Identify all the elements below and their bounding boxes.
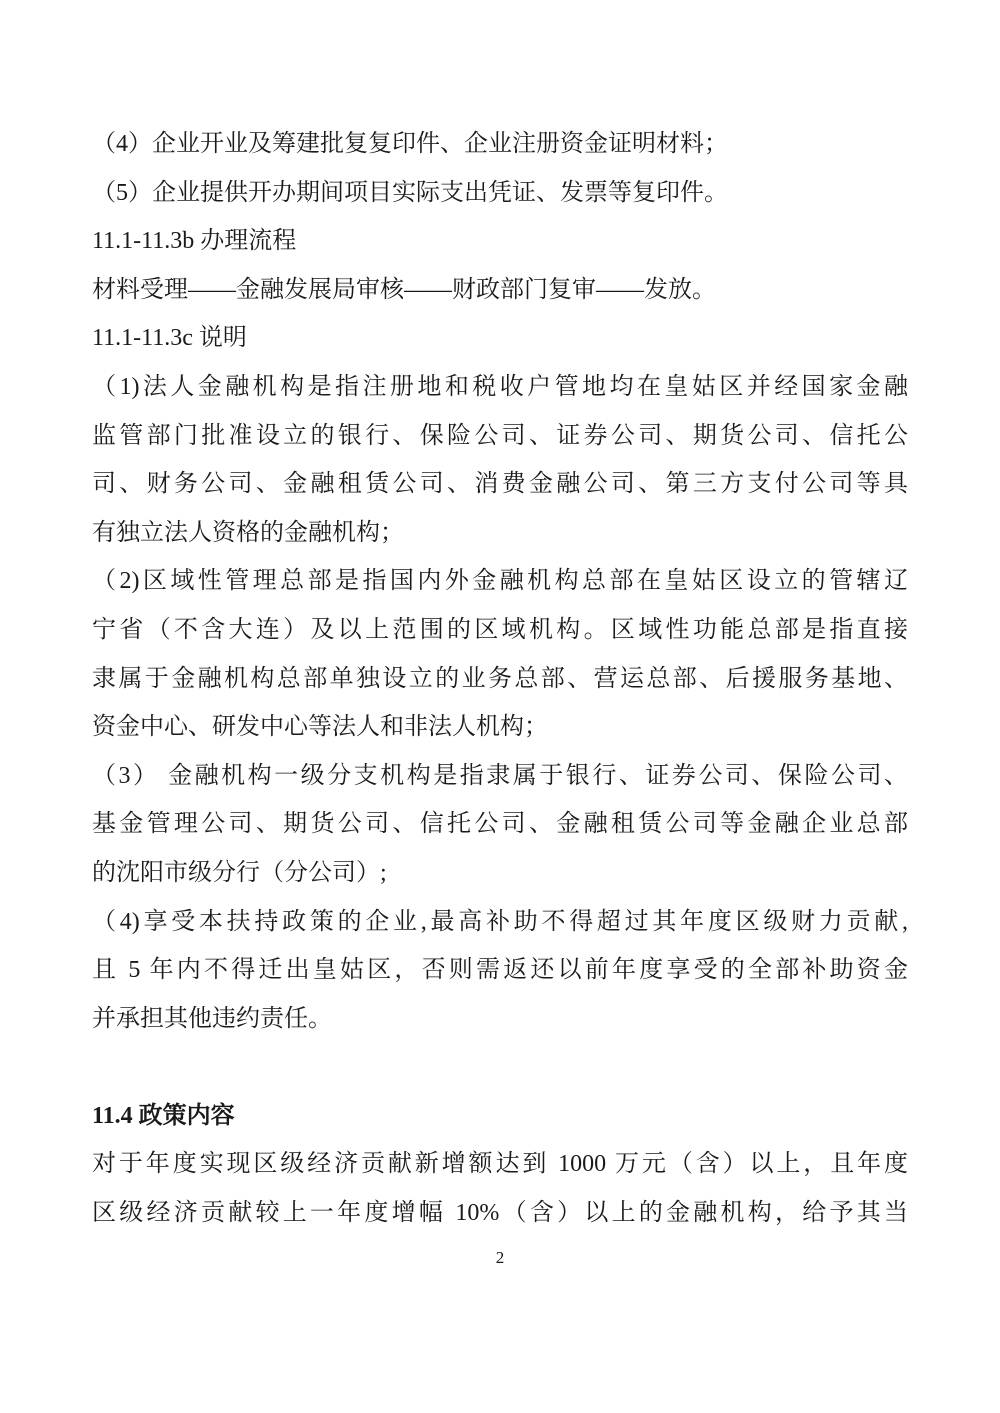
text-line: 11.1-11.3c 说明: [92, 325, 247, 352]
text-line: 的沈阳市级分行（分公司）;: [92, 859, 387, 886]
paragraph: [92, 363, 908, 557]
text-line: 隶属于金融机构总部单独设立的业务总部、营运总部、后援服务基地、: [92, 665, 908, 692]
section-heading-text: 11.4 政策内容: [92, 1102, 235, 1129]
document-body: [92, 120, 908, 1238]
paragraph: [92, 752, 908, 898]
text-line: 11.1-11.3b 办理流程: [92, 228, 297, 255]
paragraph: [92, 217, 908, 266]
paragraph: [92, 557, 908, 751]
paragraph: [92, 169, 908, 218]
text-line: 司、财务公司、金融租赁公司、消费金融公司、第三方支付公司等具: [92, 471, 908, 498]
text-line: （5）企业提供开办期间项目实际支出凭证、发票等复印件。: [92, 179, 728, 206]
text-line: 区级经济贡献较上一年度增幅 10%（含）以上的金融机构，给予其当: [92, 1200, 908, 1227]
text-line: 资金中心、研发中心等法人和非法人机构；: [92, 714, 548, 741]
text-line: 基金管理公司、期货公司、信托公司、金融租赁公司等金融企业总部: [92, 811, 908, 838]
text-line: 对于年度实现区级经济贡献新增额达到 1000 万元（含）以上，且年度: [92, 1151, 908, 1178]
paragraph: [92, 898, 908, 1044]
paragraph: [92, 266, 908, 315]
section-heading: [92, 1092, 908, 1141]
text-line: 有独立法人资格的金融机构；: [92, 519, 404, 546]
text-line: （3） 金融机构一级分支机构是指隶属于银行、证券公司、保险公司、: [92, 762, 908, 789]
page-number: 2: [495, 1248, 505, 1267]
text-line: 并承担其他违约责任。: [92, 1005, 332, 1032]
paragraph-spacer: [92, 1043, 908, 1092]
text-line: 且 5 年内不得迁出皇姑区，否则需返还以前年度享受的全部补助资金: [92, 957, 908, 984]
text-line: （4）企业开业及筹建批复复印件、企业注册资金证明材料；: [92, 131, 728, 157]
text-line: （1)法人金融机构是指注册地和税收户管地均在皇姑区并经国家金融: [92, 373, 908, 400]
text-line: （2)区域性管理总部是指国内外金融机构总部在皇姑区设立的管辖辽: [92, 568, 908, 595]
paragraph: [92, 314, 908, 363]
text-line: 宁省（不含大连）及以上范围的区域机构。区域性功能总部是指直接: [92, 616, 908, 643]
text-line: （4)享受本扶持政策的企业,最高补助不得超过其年度区级财力贡献,: [92, 908, 908, 935]
text-line: 材料受理——金融发展局审核——财政部门复审——发放。: [92, 276, 716, 303]
paragraph: [92, 120, 908, 169]
paragraph: [92, 1140, 908, 1237]
text-line: 监管部门批准设立的银行、保险公司、证券公司、期货公司、信托公: [92, 422, 908, 449]
